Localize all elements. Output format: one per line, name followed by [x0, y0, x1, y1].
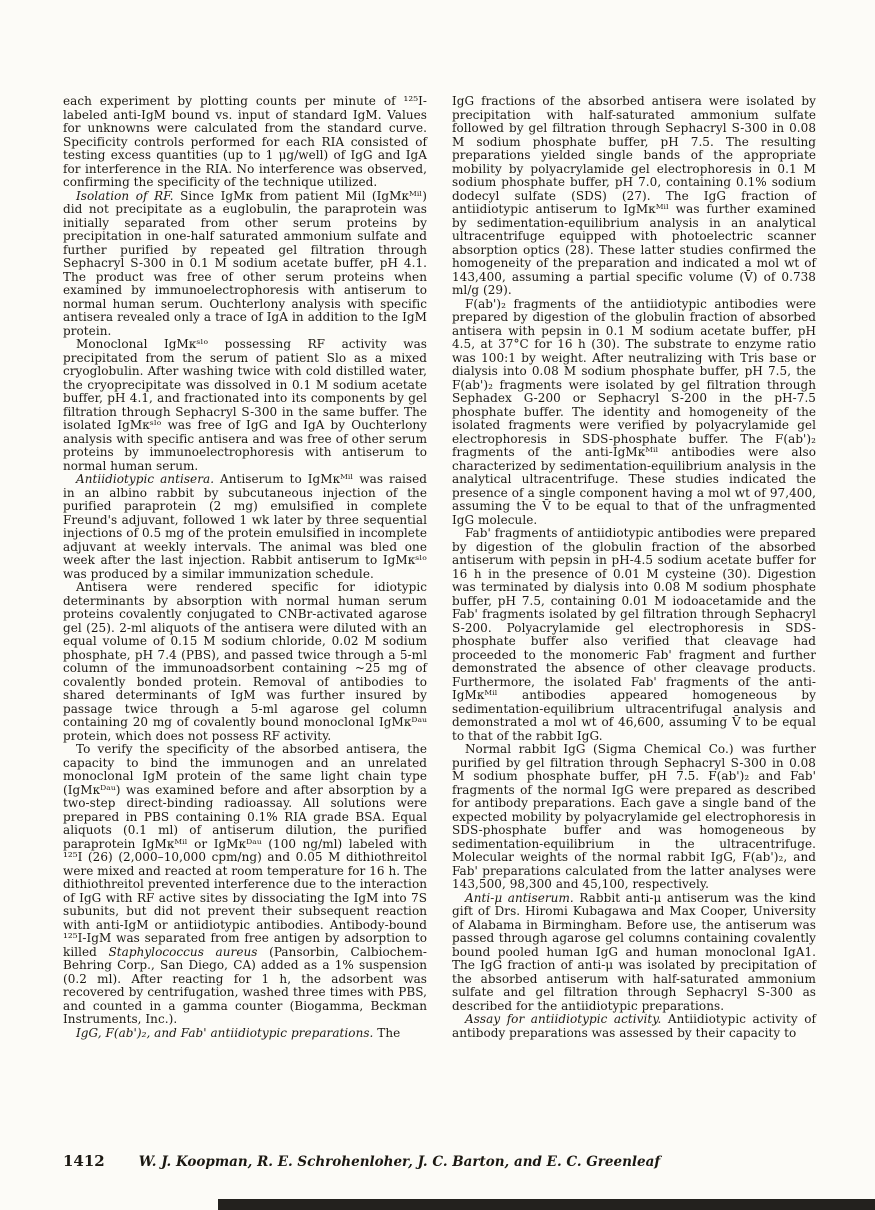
paragraph [63, 338, 427, 473]
italic-text-run: Assay for antiidiotypic activity. [465, 1012, 662, 1026]
paragraph [63, 473, 427, 581]
page-number: 1412 [63, 1152, 105, 1170]
paragraph [452, 95, 816, 298]
paragraph [452, 298, 816, 528]
body-text-run: Since IgMκ from patient Mil (IgMκᴹⁱˡ) did not precipitate as a euglobulin, the paraprotein was initially separated from other serum proteins by precipitation in one-half saturated ammonium sulfate and further purified by repeated gel filtration through Sephacryl S-300 in 0.1 M sodium acetate buffer, pH 4.1. The product was free of other serum proteins when examined by immunoelectrophoresis with antiserum to normal human serum. Ouchterlony analysis with specific antisera revealed only a trace of IgA in addition to the IgM protein. [63, 188, 427, 338]
paragraph [63, 95, 427, 190]
body-text-run: The [373, 1025, 401, 1040]
italic-text-run: Isolation of RF. [76, 188, 174, 203]
body-text-run: F(ab')₂ fragments of the antiidiotypic antibodies were prepared by digestion of the globulin fraction of absorbed antisera with pepsin in 0.1 M sodium acetate buffer, pH 4.5, at 37°C for 16 h (30). The substrate to enzyme ratio was 100:1 by weight. After neutralizing with Tris base or dialysis into 0.08 M sodium phosphate buffer, pH 7.5, the F(ab')₂ fragments were isolated by gel filtration through Sephadex G-200 or Sephacryl S-200 in the pH-7.5 phosphate buffer. The identity and homogeneity of the isolated fragments were verified by polyacrylamide gel electrophoresis in SDS-phosphate buffer. The F(ab')₂ fragments of the anti-IgMκᴹⁱˡ antibodies were also characterized by sedimentation-equilibrium analysis in the analytical ultracentrifuge. These studies indicated the presence of a single component having a mol wt of 97,400, assuming the V̄ to be equal to that of the unfragmented IgG molecule. [452, 296, 816, 527]
italic-text-run: Antiidiotypic antisera. [76, 472, 215, 486]
body-text-run: Rabbit anti-μ antiserum was the kind gift of Drs. Hiromi Kubagawa and Max Cooper, University of Alabama in Birmingham. Before use, the antiserum was passed through agarose gel columns containing covalently bound pooled human IgG and human monoclonal IgA1. The IgG fraction of anti-μ was isolated by precipitation of the absorbed antiserum with half-saturated ammonium sulfate and gel filtration through Sephacryl S-300 as described for the antiidiotypic preparations. [452, 890, 816, 1013]
body-text-run: Antisera were rendered specific for idiotypic determinants by absorption with normal human serum proteins covalently conjugated to CNBr-activated agarose gel (25). 2-ml aliquots of the antisera were diluted with an equal volume of 0.15 M sodium chloride, 0.02 M sodium phosphate, pH 7.4 (PBS), and passed twice through a 5-ml column of the immunoadsorbent containing ~25 mg of covalently bonded protein. Removal of antibodies to shared determinants of IgM was further insured by passage twice through a 5-ml agarose gel column containing 20 mg of covalently bound monoclonal IgMκᴰᵃᵘ protein, which does not possess RF activity. [63, 580, 427, 743]
page-footer [63, 1152, 816, 1170]
right-column [452, 95, 816, 1040]
bottom-scan-artifact [218, 1199, 875, 1210]
paragraph [452, 527, 816, 743]
body-text-run: Monoclonal IgMκˢˡᵒ possessing RF activity was precipitated from the serum of patient Slo as a mixed cryoglobulin. After washing twice with cold distilled water, the cryoprecipitate was dissolved in 0.1 M sodium acetate buffer, pH 4.1, and fractionated into its components by gel filtration through Sephacryl S-300 in the same buffer. The isolated IgMκˢˡᵒ was free of IgG and IgA by Ouchterlony analysis with specific antisera and was free of other serum proteins by immunoelectrophoresis with antiserum to normal human serum. [63, 337, 427, 473]
body-text-run: IgG fractions of the absorbed antisera were isolated by precipitation with half-saturated ammonium sulfate followed by gel filtration through Sephacryl S-300 in 0.08 M sodium phosphate buffer, pH 7.5. The resulting preparations yielded single bands of the appropriate mobility by polyacrylamide gel electrophoresis in 0.1 M sodium phosphate buffer, pH 7.0, containing 0.1% sodium dodecyl sulfate (SDS) (27). The IgG fraction of antiidiotypic antiserum to IgMκᴹⁱˡ was further examined by sedimentation-equilibrium analysis in an analytical ultracentrifuge equipped with photoelectric scanner absorption optics (28). These latter studies confirmed the homogeneity of the preparation and indicated a mol wt of 143,400, assuming a partial specific volume (V̄) of 0.738 ml/g (29). [452, 94, 816, 297]
running-authors: W. J. Koopman, R. E. Schrohenloher, J. C. Barton, and E. C. Greenleaf [138, 1154, 661, 1170]
left-column [63, 95, 427, 1040]
paragraph [452, 1013, 816, 1040]
body-text-run: Normal rabbit IgG (Sigma Chemical Co.) was further purified by gel filtration through Sephacryl S-300 in 0.08 M sodium phosphate buffer, pH 7.5. F(ab')₂ and Fab' fragments of the normal IgG were prepared as described for antibody preparations. Each gave a single band of the expected mobility by polyacrylamide gel electrophoresis in SDS-phosphate buffer and was homogeneous by sedimentation-equilibrium in the ultracentrifuge. Molecular weights of the normal rabbit IgG, F(ab')₂, and Fab' preparations calculated from the latter analyses were 143,500, 98,300 and 45,100, respectively. [452, 742, 816, 891]
two-column-text-body [63, 95, 816, 1040]
paragraph [452, 892, 816, 1014]
paragraph [63, 581, 427, 743]
italic-text-run: Staphylococcus aureus [108, 944, 258, 959]
body-text-run: (Pansorbin, Calbiochem-Behring Corp., San Diego, CA) added as a 1% suspension (0.2 ml). After reacting for 1 h, the adsorbent was recovered by centrifugation, washed three times with PBS, and counted in a gamma counter (Biogamma, Beckman Instruments, Inc.). [63, 944, 428, 1026]
paragraph [452, 743, 816, 892]
body-text-run: Fab' fragments of antiidiotypic antibodies were prepared by digestion of the globulin fraction of the absorbed antiserum with pepsin in pH-4.5 sodium acetate buffer for 16 h in the presence of 0.01 M cysteine (30). Digestion was terminated by dialysis into 0.08 M sodium phosphate buffer, pH 7.5, containing 0.01 M iodoacetamide and the Fab' fragments isolated by gel filtration through Sephacryl S-200. Polyacrylamide gel electrophoresis in SDS-phosphate buffer also verified that cleavage had proceeded to the monomeric Fab' fragment and further demonstrated the absence of other cleavage products. Furthermore, the isolated Fab' fragments of the anti-IgMκᴹⁱˡ antibodies appeared homogeneous by sedimentation-equilibrium ultracentrifugal analysis and demonstrated a mol wt of 46,600, assuming V̄ to be equal to that of the rabbit IgG. [452, 526, 816, 743]
body-text-run: Antiserum to IgMκᴹⁱˡ was raised in an albino rabbit by subcutaneous injection of the purified paraprotein (2 mg) emulsified in complete Freund's adjuvant, followed 1 wk later by three sequential injections of 0.5 mg of the protein emulsified in incomplete adjuvant at weekly intervals. The animal was bled one week after the last injection. Rabbit antiserum to IgMκˢˡᵒ was produced by a similar immunization schedule. [63, 472, 428, 581]
paragraph [63, 743, 427, 1027]
paragraph [63, 1027, 427, 1041]
body-text-run: To verify the specificity of the absorbed antisera, the capacity to bind the immunogen and an unrelated monoclonal IgM protein of the same light chain type (IgMκᴰᵃᵘ) was examined before and after absorption by a two-step direct-binding radioassay. All solutions were prepared in PBS containing 0.1% RIA grade BSA. Equal aliquots (0.1 ml) of antiserum dilution, the purified paraprotein IgMκᴹⁱˡ or IgMκᴰᵃᵘ (100 ng/ml) labeled with ¹²⁵I (26) (2,000–10,000 cpm/ng) and 0.05 M dithiothreitol were mixed and reacted at room temperature for 16 h. The dithiothreitol prevented interference due to the interaction of IgG with RF active sites by dissociating the IgM into 7S subunits, but did not prevent their subsequent reaction with anti-IgM or antiidiotypic antibodies. Antibody-bound ¹²⁵I-IgM was separated from free antigen by adsorption to killed [63, 742, 427, 959]
body-text-run: Antiidiotypic activity of antibody preparations was assessed by their capacity to [452, 1012, 816, 1040]
italic-text-run: IgG, F(ab')₂, and Fab' antiidiotypic preparations. [76, 1025, 374, 1040]
paragraph [63, 190, 427, 339]
body-text-run: each experiment by plotting counts per minute of ¹²⁵I-labeled anti-IgM bound vs. input of standard IgM. Values for unknowns were calculated from the standard curve. Specificity controls performed for each RIA consisted of testing excess quantities (up to 1 μg/well) of IgG and IgA for interference in the RIA. No interference was observed, confirming the specificity of the technique utilized. [63, 94, 427, 189]
italic-text-run: Anti-μ antiserum. [465, 890, 574, 905]
